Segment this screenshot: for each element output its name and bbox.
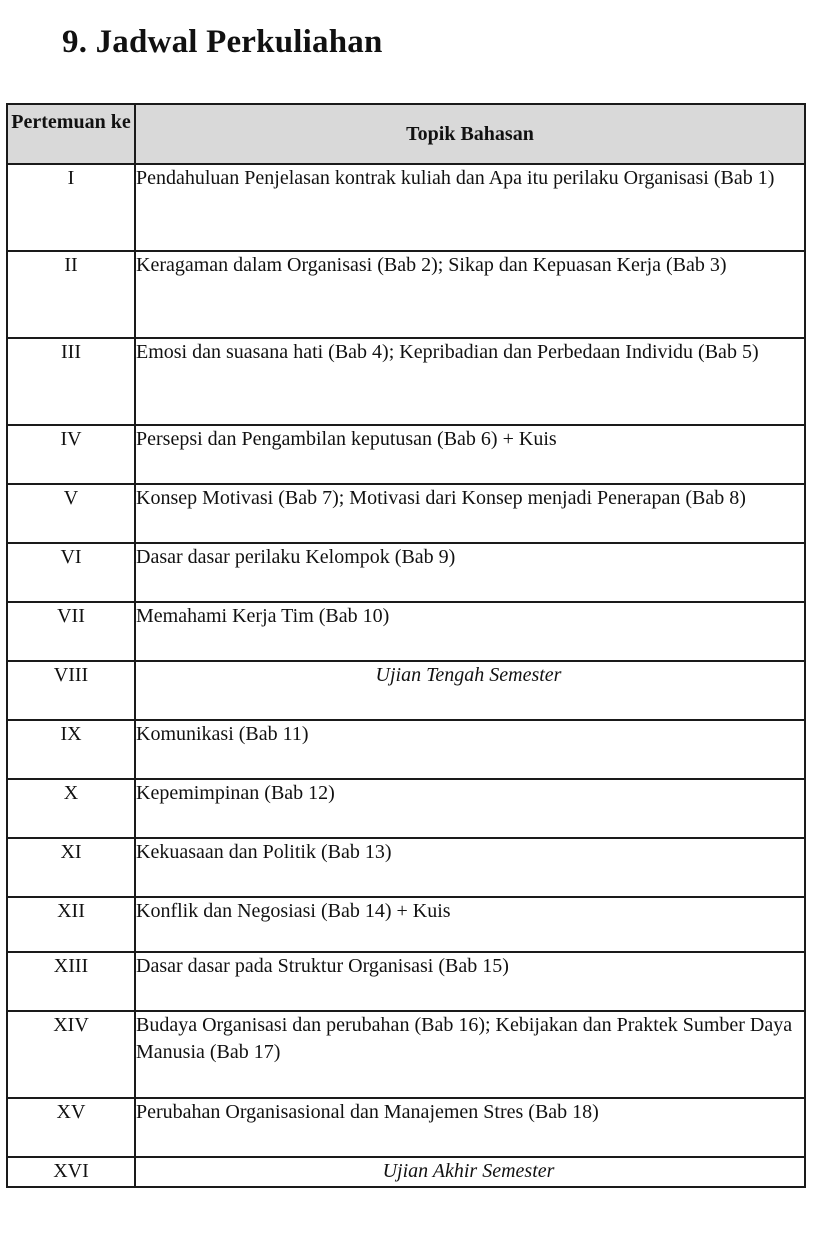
meeting-number: V (7, 484, 135, 543)
table-header (7, 104, 805, 164)
meeting-number: I (7, 164, 135, 251)
meeting-number: IV (7, 425, 135, 484)
meeting-topic: Kekuasaan dan Politik (Bab 13) (135, 838, 805, 897)
meeting-topic: Dasar dasar pada Struktur Organisasi (Bab 15) (135, 952, 805, 1011)
table-row (7, 952, 805, 1011)
table-row (7, 1157, 805, 1187)
meeting-topic: Komunikasi (Bab 11) (135, 720, 805, 779)
table-row (7, 1098, 805, 1157)
meeting-topic: Dasar dasar perilaku Kelompok (Bab 9) (135, 543, 805, 602)
meeting-number: IX (7, 720, 135, 779)
meeting-number: II (7, 251, 135, 338)
meeting-topic: Perubahan Organisasional dan Manajemen Stres (Bab 18) (135, 1098, 805, 1157)
table-row (7, 661, 805, 720)
page-title: 9. Jadwal Perkuliahan (62, 24, 383, 60)
meeting-topic: Keragaman dalam Organisasi (Bab 2); Sikap dan Kepuasan Kerja (Bab 3) (135, 251, 805, 338)
meeting-topic: Konflik dan Negosiasi (Bab 14) + Kuis (135, 897, 805, 952)
meeting-number: III (7, 338, 135, 425)
table-row (7, 425, 805, 484)
table-row (7, 484, 805, 543)
header-row (7, 104, 805, 164)
meeting-topic-exam: Ujian Akhir Semester (135, 1157, 805, 1187)
meeting-number: X (7, 779, 135, 838)
header-topic: Topik Bahasan (135, 104, 805, 164)
meeting-topic-exam: Ujian Tengah Semester (135, 661, 805, 720)
table-row (7, 897, 805, 952)
table-body (7, 164, 805, 1187)
table-row (7, 720, 805, 779)
meeting-topic: Konsep Motivasi (Bab 7); Motivasi dari Konsep menjadi Penerapan (Bab 8) (135, 484, 805, 543)
meeting-topic: Persepsi dan Pengambilan keputusan (Bab 6) + Kuis (135, 425, 805, 484)
table-row (7, 602, 805, 661)
meeting-number: XI (7, 838, 135, 897)
meeting-number: VIII (7, 661, 135, 720)
table-row (7, 543, 805, 602)
table-row (7, 164, 805, 251)
table-row (7, 779, 805, 838)
table-row (7, 838, 805, 897)
meeting-number: XVI (7, 1157, 135, 1187)
schedule-table (6, 103, 806, 1188)
table-row (7, 1011, 805, 1098)
table-row (7, 338, 805, 425)
meeting-topic: Emosi dan suasana hati (Bab 4); Kepribadian dan Perbedaan Individu (Bab 5) (135, 338, 805, 425)
meeting-topic: Budaya Organisasi dan perubahan (Bab 16); Kebijakan dan Praktek Sumber Daya Manusia (Bab 17) (135, 1011, 805, 1098)
meeting-number: XV (7, 1098, 135, 1157)
meeting-number: VI (7, 543, 135, 602)
meeting-number: XIV (7, 1011, 135, 1098)
meeting-number: XIII (7, 952, 135, 1011)
meeting-topic: Memahami Kerja Tim (Bab 10) (135, 602, 805, 661)
meeting-number: VII (7, 602, 135, 661)
meeting-number: XII (7, 897, 135, 952)
table-row (7, 251, 805, 338)
meeting-topic: Pendahuluan Penjelasan kontrak kuliah dan Apa itu perilaku Organisasi (Bab 1) (135, 164, 805, 251)
meeting-topic: Kepemimpinan (Bab 12) (135, 779, 805, 838)
header-meeting: Pertemuan ke (7, 104, 135, 164)
